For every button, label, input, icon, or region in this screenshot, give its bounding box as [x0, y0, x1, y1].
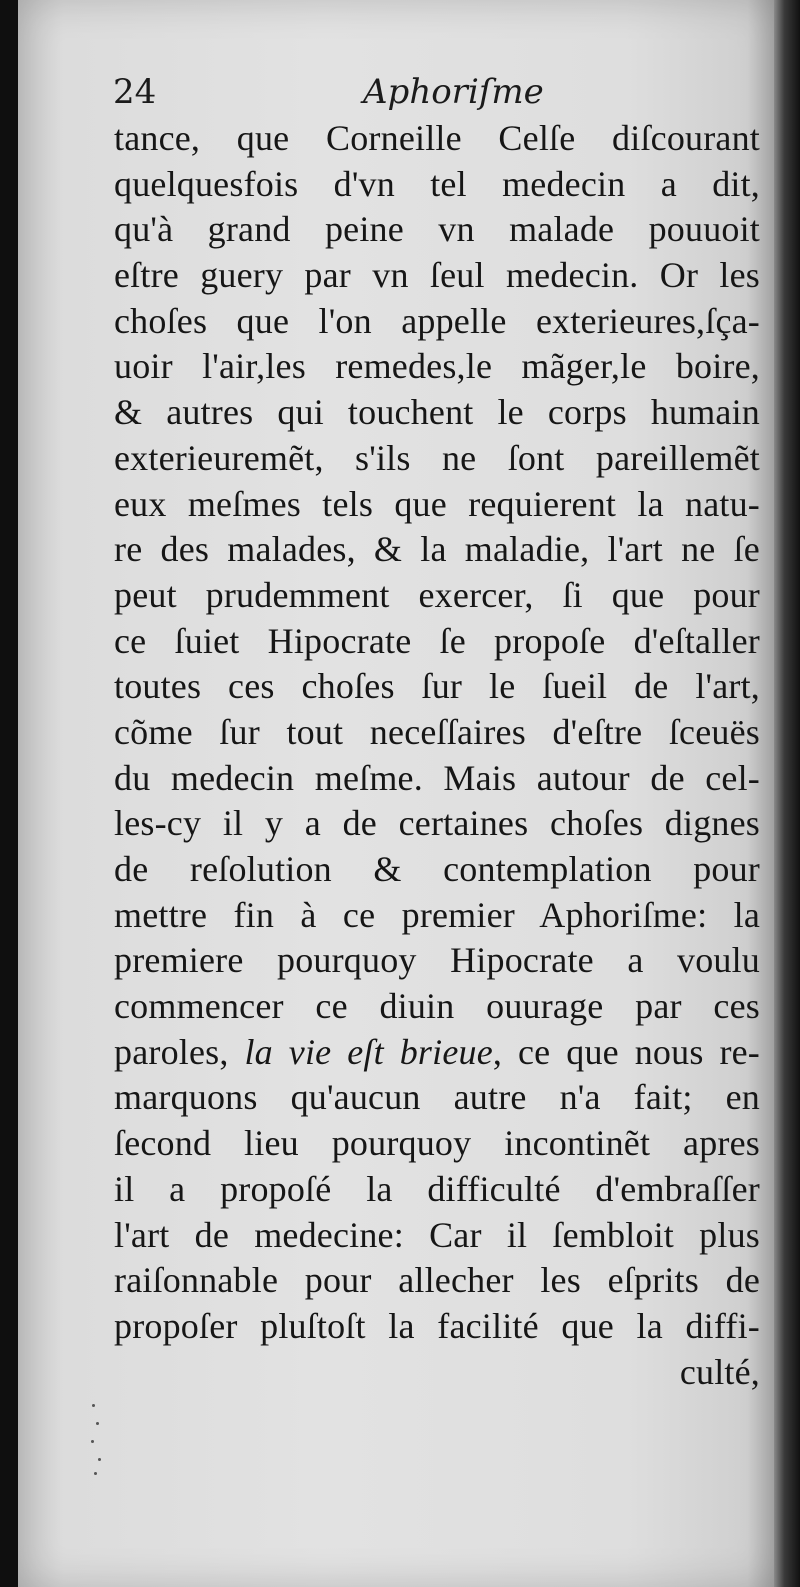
text-line: raiſonnable pour allecher les eſprits de: [114, 1260, 760, 1301]
text-before-quotation: paroles,: [114, 1031, 245, 1072]
text-line: mettre fin à ce premier Aphoriſme: la: [114, 894, 760, 935]
text-line: de reſolution & contemplation pour: [114, 849, 760, 889]
text-line: exterieuremẽt, s'ils ne ſont pareillemẽt: [114, 437, 760, 478]
page-number: 24: [113, 72, 157, 112]
text-line: uoir l'air,les remedes,le mãger,le boire,: [114, 346, 760, 387]
text-line: toutes ces choſes ſur le ſueil de l'art,: [114, 666, 760, 707]
text-line: l'art de medecine: Car il ſembloit plus: [114, 1214, 760, 1255]
text-line-with-quotation: [114, 1030, 760, 1076]
text-line: eux meſmes tels que requierent la natu-: [114, 483, 760, 524]
text-line: cõme ſur tout neceſſaires d'eſtre ſceuës: [114, 711, 760, 752]
text-line: premiere pourquoy Hipocrate a voulu: [114, 940, 760, 981]
text-line: ſecond lieu pourquoy incontinẽt apres: [114, 1123, 760, 1164]
text-line: quelquesfois d'vn tel medecin a dit,: [114, 163, 760, 204]
page-edge-shadow: [774, 0, 800, 1587]
text-line: commencer ce diuin ouurage par ces: [114, 986, 760, 1027]
text-line: du medecin meſme. Mais autour de cel-: [114, 757, 760, 798]
book-page: [18, 0, 778, 1587]
italic-quotation: la vie eſt brieue: [244, 1031, 493, 1072]
text-line: marquons qu'aucun autre n'a fait; en: [114, 1077, 760, 1118]
text-line: tance, que Corneille Celſe diſcourant: [114, 118, 760, 158]
text-line: qu'à grand peine vn malade pouuoit: [114, 209, 760, 250]
text-line: re des malades, & la maladie, l'art ne ſe: [114, 529, 760, 570]
text-line: choſes que l'on appelle exterieures,ſça-: [114, 300, 760, 341]
body-text: [114, 116, 760, 1395]
text-line: il a propoſé la difficulté d'embraſſer: [114, 1168, 760, 1209]
catchword: culté,: [679, 1351, 760, 1392]
text-line: les-cy il y a de certaines choſes dignes: [114, 803, 760, 844]
text-line: & autres qui touchent le corps humain: [114, 392, 760, 433]
text-line: ce ſuiet Hipocrate ſe propoſe d'eſtaller: [114, 620, 760, 661]
text-line: peut prudemment exercer, ſi que pour: [114, 574, 760, 615]
text-after-quotation: , ce que nous re-: [492, 1031, 760, 1072]
text-line: propoſer pluſtoſt la facilité que la diffi-: [114, 1305, 760, 1346]
ink-specks: [90, 1400, 104, 1480]
running-head: Aphoriſme: [363, 72, 544, 112]
page-header: [18, 70, 778, 118]
text-line: eſtre guery par vn ſeul medecin. Or les: [114, 255, 760, 296]
